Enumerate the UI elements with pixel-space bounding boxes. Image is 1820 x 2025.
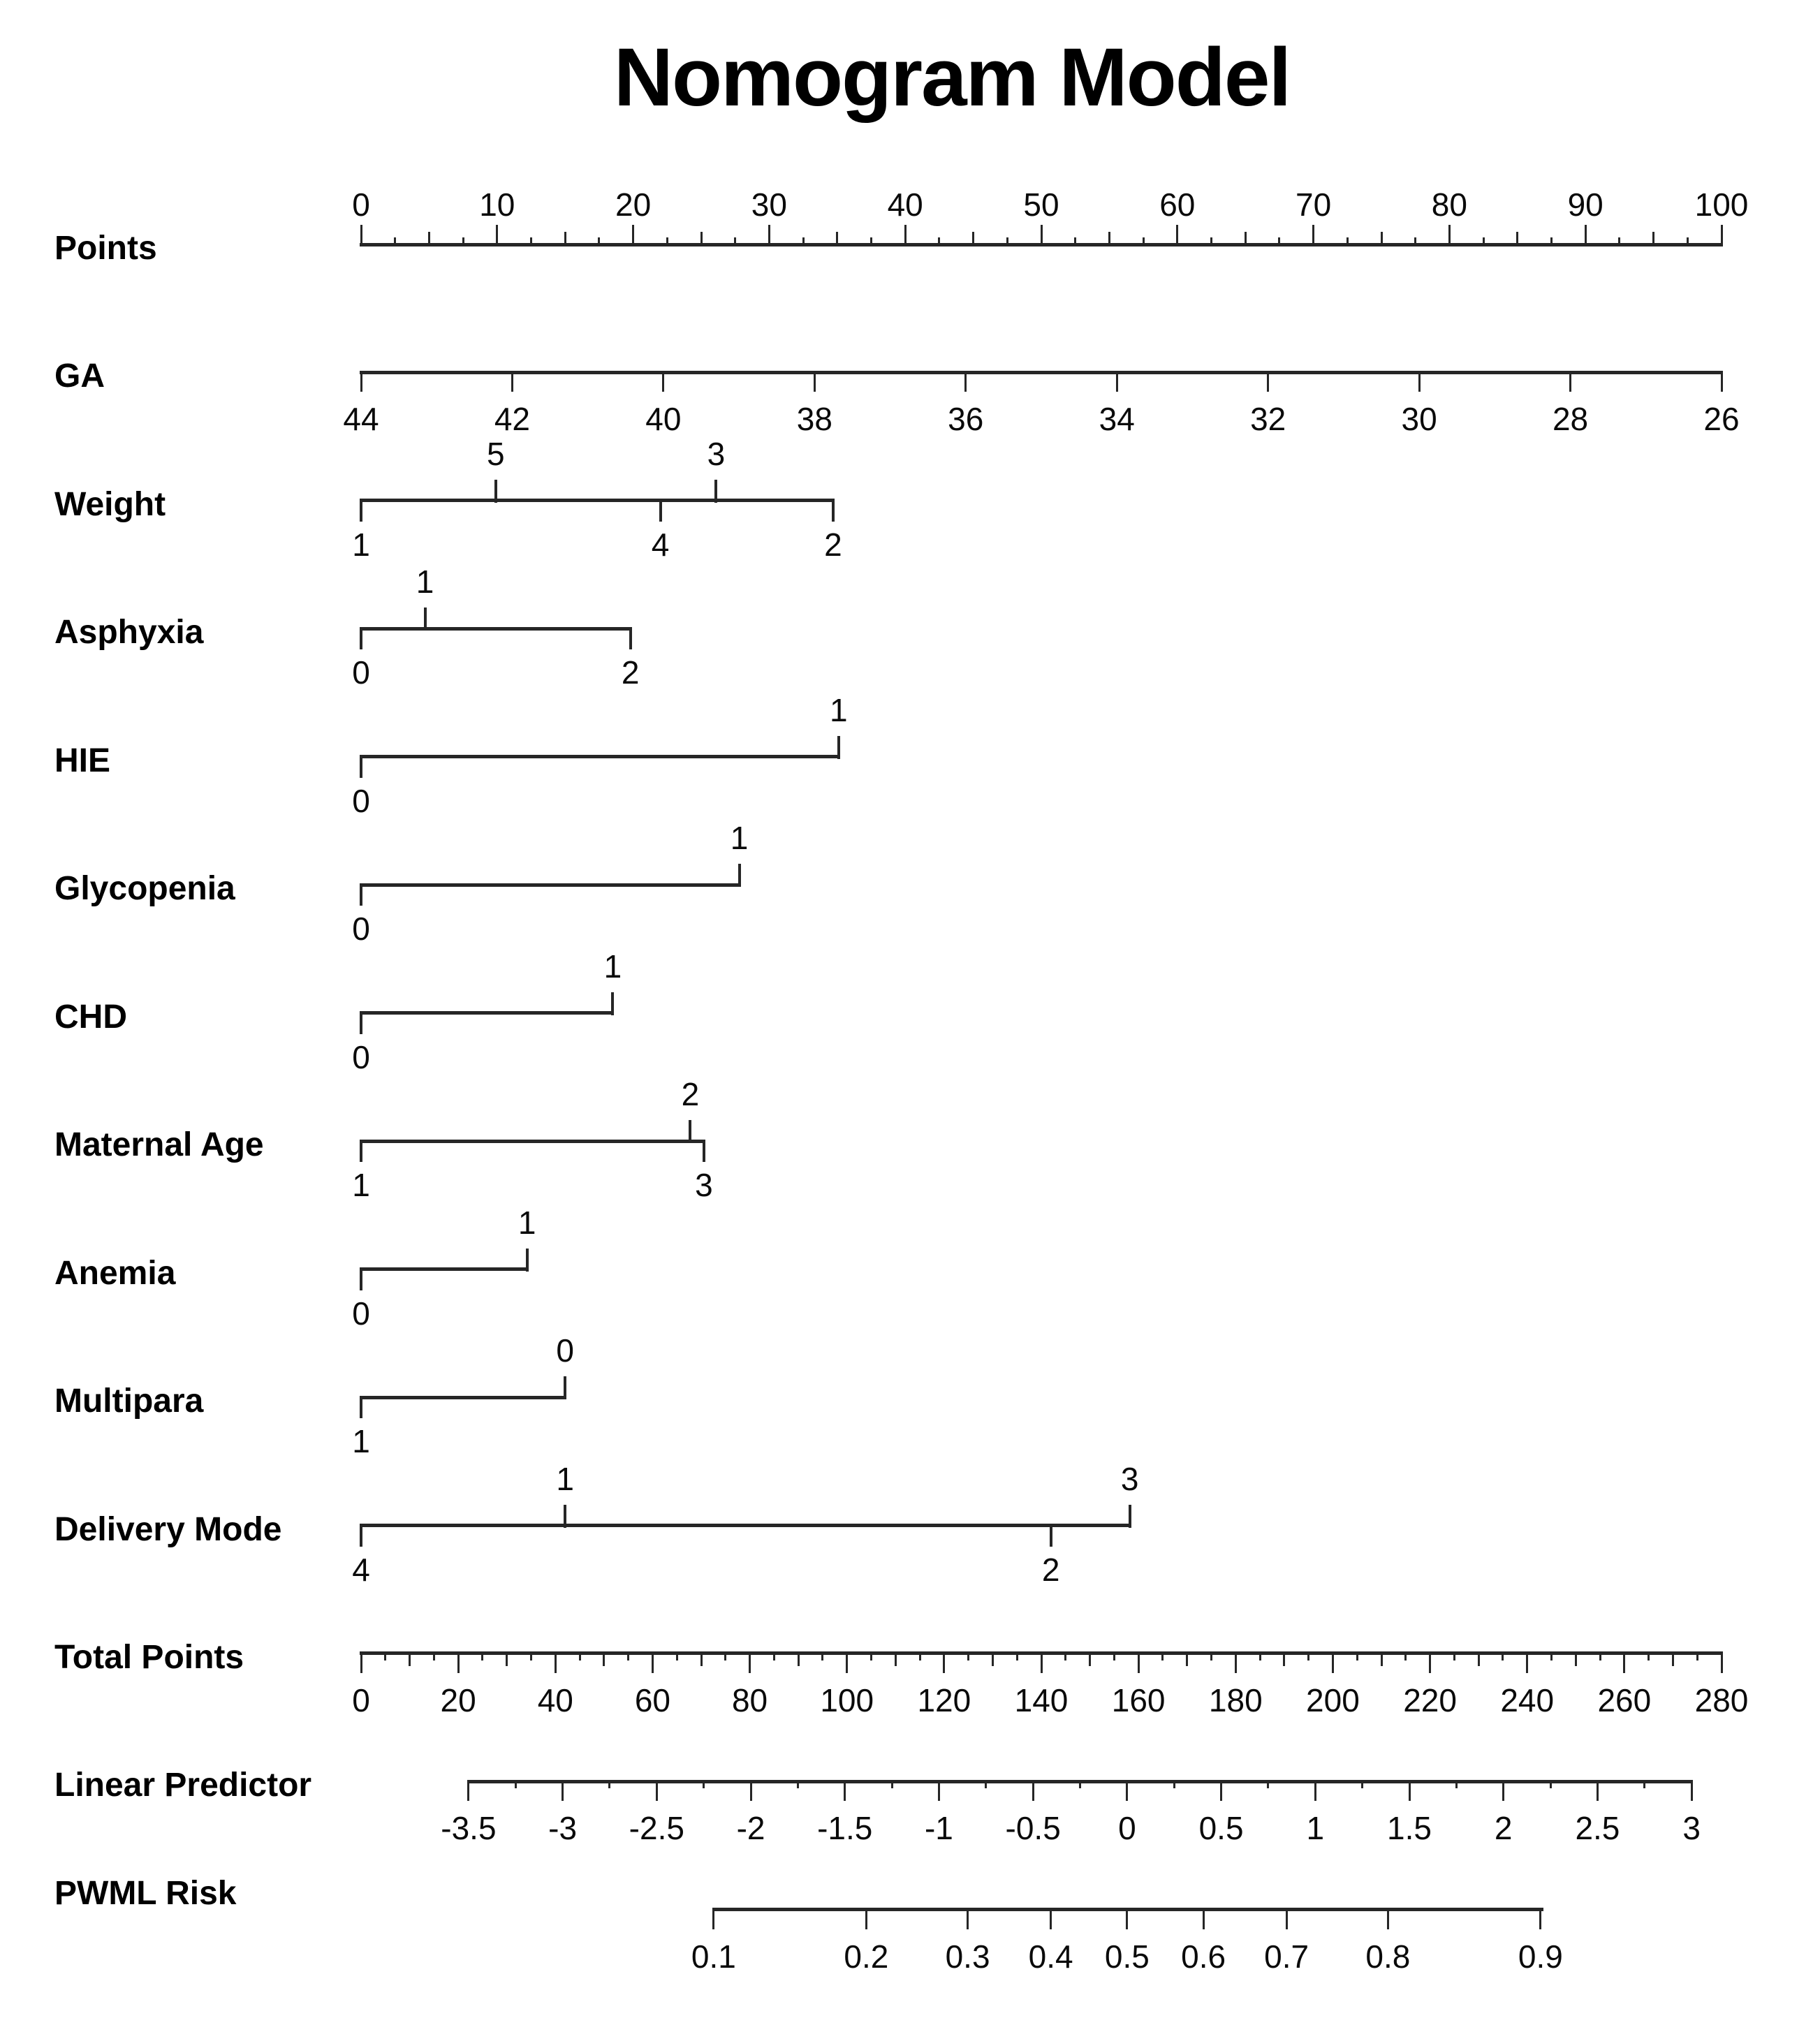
ga-axis-line <box>360 371 1723 374</box>
tick <box>1483 237 1485 246</box>
tick <box>579 1652 581 1660</box>
tick <box>1478 1652 1480 1666</box>
tick <box>1186 1652 1188 1666</box>
tick <box>703 1140 705 1162</box>
tick <box>1278 237 1280 246</box>
tick <box>773 1652 775 1660</box>
total_points-tick-label: 120 <box>917 1681 971 1718</box>
weight-tick-label: 1 <box>352 526 370 563</box>
total_points-tick-label: 40 <box>537 1681 573 1718</box>
row-label-delivery_mode: Delivery Mode <box>54 1510 282 1548</box>
maternal_age-tick-label: 2 <box>681 1076 700 1113</box>
tick <box>360 883 362 906</box>
tick <box>598 237 600 246</box>
tick <box>1113 1652 1115 1660</box>
tick <box>506 1652 508 1666</box>
tick <box>821 1652 823 1660</box>
hie-axis-line <box>360 755 840 758</box>
tick <box>603 1652 605 1666</box>
total_points-tick-label: 80 <box>731 1681 768 1718</box>
maternal_age-tick-label: 1 <box>352 1167 370 1204</box>
linear_predictor-tick-label: 1 <box>1306 1810 1325 1847</box>
tick <box>394 237 396 246</box>
maternal_age-tick-label: 3 <box>695 1167 713 1204</box>
tick <box>985 1780 987 1788</box>
tick <box>1361 1780 1363 1788</box>
total_points-tick-label: 100 <box>820 1681 874 1718</box>
tick <box>1108 232 1110 246</box>
tick <box>1550 237 1553 246</box>
tick <box>798 1652 800 1666</box>
tick <box>1267 371 1269 392</box>
tick <box>938 237 940 246</box>
tick <box>1599 1652 1601 1660</box>
tick <box>1220 1780 1222 1801</box>
tick <box>1647 1652 1650 1660</box>
tick <box>360 756 362 778</box>
multipara-axis-line <box>360 1396 566 1399</box>
row-label-hie: HIE <box>54 742 111 779</box>
pwml_risk-tick-label: 0.1 <box>691 1938 736 1975</box>
tick <box>1381 1652 1383 1666</box>
tick <box>964 371 967 392</box>
tick <box>1409 1780 1411 1801</box>
total_points-tick-label: 140 <box>1014 1681 1069 1718</box>
tick <box>433 1652 435 1660</box>
row-label-ga: GA <box>54 358 105 395</box>
points-tick-label: 30 <box>751 186 787 223</box>
ga-tick-label: 34 <box>1099 401 1135 438</box>
tick <box>1356 1652 1358 1660</box>
points-tick-label: 70 <box>1296 186 1332 223</box>
tick <box>1210 1652 1212 1660</box>
tick <box>1041 225 1043 246</box>
tick <box>1502 1780 1504 1801</box>
linear_predictor-tick-label: 1.5 <box>1387 1810 1432 1847</box>
tick <box>712 1908 714 1929</box>
delivery_mode-tick-label: 4 <box>352 1551 370 1588</box>
tick <box>1381 232 1383 246</box>
pwml_risk-tick-label: 0.9 <box>1518 1938 1563 1975</box>
total_points-tick-label: 200 <box>1306 1681 1360 1718</box>
tick <box>836 232 838 246</box>
row-label-maternal_age: Maternal Age <box>54 1126 264 1164</box>
tick <box>749 1652 751 1673</box>
delivery_mode-tick-label: 2 <box>1041 1551 1060 1588</box>
anemia-tick-label: 0 <box>352 1295 370 1332</box>
weight-tick-label: 5 <box>487 435 505 472</box>
ga-tick-label: 28 <box>1552 401 1589 438</box>
ga-tick-label: 40 <box>645 401 682 438</box>
total_points-tick-label: 60 <box>634 1681 671 1718</box>
tick <box>656 1780 658 1801</box>
tick <box>967 1652 969 1660</box>
tick <box>562 1780 564 1801</box>
tick <box>1138 1652 1140 1673</box>
tick <box>1161 1652 1164 1660</box>
tick <box>462 237 464 246</box>
tick <box>724 1652 726 1660</box>
total_points-tick-label: 0 <box>352 1681 370 1718</box>
tick <box>360 225 362 246</box>
tick <box>1448 225 1451 246</box>
points-tick-label: 80 <box>1431 186 1467 223</box>
tick <box>1332 1652 1334 1673</box>
linear_predictor-tick-label: 2 <box>1494 1810 1513 1847</box>
tick <box>360 1652 362 1673</box>
tick <box>1672 1652 1674 1666</box>
tick <box>846 1652 848 1673</box>
tick <box>676 1652 678 1660</box>
delivery_mode-tick-label: 1 <box>556 1460 574 1497</box>
tick <box>1550 1780 1552 1788</box>
glycopenia-tick-label: 1 <box>730 820 749 857</box>
tick <box>1585 225 1587 246</box>
tick <box>1404 1652 1407 1660</box>
tick <box>1453 1652 1455 1660</box>
tick <box>1346 237 1349 246</box>
weight-tick-label: 3 <box>707 435 726 472</box>
chd-axis-line <box>360 1011 614 1015</box>
tick <box>1687 237 1689 246</box>
tick <box>1618 237 1620 246</box>
pwml_risk-tick-label: 0.5 <box>1104 1938 1150 1975</box>
tick <box>360 1396 362 1418</box>
tick <box>844 1780 846 1801</box>
tick <box>384 1652 386 1660</box>
tick <box>967 1908 969 1929</box>
pwml_risk-tick-label: 0.4 <box>1028 1938 1073 1975</box>
tick <box>870 237 872 246</box>
linear_predictor-tick-label: -1 <box>924 1810 953 1847</box>
chart-title: Nomogram Model <box>613 31 1291 124</box>
row-label-weight: Weight <box>54 485 166 523</box>
total_points-tick-label: 260 <box>1597 1681 1652 1718</box>
tick <box>1387 1908 1389 1929</box>
weight-axis-line <box>360 499 835 502</box>
tick <box>1079 1780 1081 1788</box>
tick <box>1089 1652 1091 1666</box>
tick <box>1623 1652 1625 1673</box>
hie-tick-label: 1 <box>829 691 848 728</box>
tick <box>1691 1780 1693 1801</box>
total_points-tick-label: 180 <box>1208 1681 1263 1718</box>
points-tick-label: 0 <box>352 186 370 223</box>
maternal_age-axis-line <box>360 1140 705 1143</box>
tick <box>652 1652 654 1673</box>
pwml_risk-tick-label: 0.2 <box>844 1938 889 1975</box>
tick <box>1414 237 1416 246</box>
tick <box>797 1780 799 1788</box>
points-tick-label: 60 <box>1159 186 1196 223</box>
tick <box>1643 1780 1645 1788</box>
tick <box>1050 1524 1052 1547</box>
asphyxia-tick-label: 1 <box>416 564 434 601</box>
row-label-points: Points <box>54 230 157 267</box>
points-tick-label: 10 <box>479 186 515 223</box>
linear_predictor-tick-label: -0.5 <box>1005 1810 1061 1847</box>
glycopenia-tick-label: 0 <box>352 911 370 948</box>
multipara-tick-label: 1 <box>352 1423 370 1460</box>
tick <box>865 1908 867 1929</box>
row-label-asphyxia: Asphyxia <box>54 614 204 651</box>
tick <box>1652 232 1654 246</box>
tick <box>992 1652 994 1666</box>
tick <box>627 1652 629 1660</box>
tick <box>496 225 498 246</box>
tick <box>494 480 497 503</box>
tick <box>768 225 770 246</box>
pwml_risk-tick-label: 0.8 <box>1365 1938 1411 1975</box>
anemia-axis-line <box>360 1267 529 1271</box>
tick <box>360 1268 362 1290</box>
tick <box>904 225 907 246</box>
tick <box>1016 1652 1018 1660</box>
tick <box>1526 1652 1528 1673</box>
tick <box>360 371 362 392</box>
tick <box>608 1780 610 1788</box>
tick <box>409 1652 411 1666</box>
total_points-tick-label: 20 <box>440 1681 476 1718</box>
asphyxia-tick-label: 2 <box>621 654 640 691</box>
total_points-tick-label: 220 <box>1403 1681 1457 1718</box>
linear_predictor-tick-label: -1.5 <box>817 1810 873 1847</box>
tick <box>1116 371 1118 392</box>
tick <box>360 499 362 522</box>
tick <box>689 1120 691 1143</box>
tick <box>564 1505 566 1528</box>
tick <box>555 1652 557 1673</box>
linear_predictor-tick-label: -2 <box>736 1810 765 1847</box>
linear_predictor-tick-label: -3 <box>548 1810 578 1847</box>
row-label-total_points: Total Points <box>54 1638 244 1676</box>
tick <box>530 237 532 246</box>
linear_predictor-tick-label: 2.5 <box>1575 1810 1620 1847</box>
tick <box>1129 1505 1131 1528</box>
tick <box>750 1780 752 1801</box>
tick <box>666 237 668 246</box>
tick <box>424 608 427 631</box>
ga-tick-label: 42 <box>494 401 531 438</box>
tick <box>1286 1908 1288 1929</box>
ga-tick-label: 30 <box>1401 401 1437 438</box>
tick <box>1173 1780 1175 1788</box>
tick <box>530 1652 532 1660</box>
ga-tick-label: 38 <box>796 401 832 438</box>
tick <box>943 1652 945 1673</box>
tick <box>1516 232 1518 246</box>
tick <box>714 480 717 503</box>
tick <box>703 1780 705 1788</box>
ga-tick-label: 44 <box>343 401 379 438</box>
tick <box>564 1376 566 1399</box>
tick <box>1455 1780 1458 1788</box>
points-tick-label: 20 <box>615 186 652 223</box>
tick <box>837 736 840 759</box>
total_points-tick-label: 240 <box>1500 1681 1555 1718</box>
tick <box>1143 237 1145 246</box>
ga-tick-label: 32 <box>1250 401 1286 438</box>
tick <box>738 864 741 887</box>
pwml_risk-tick-label: 0.6 <box>1181 1938 1226 1975</box>
tick <box>428 232 430 246</box>
tick <box>1032 1780 1034 1801</box>
row-label-anemia: Anemia <box>54 1254 176 1292</box>
multipara-tick-label: 0 <box>556 1332 574 1369</box>
hie-tick-label: 0 <box>352 782 370 819</box>
tick <box>895 1652 897 1666</box>
tick <box>1126 1908 1128 1929</box>
tick <box>1575 1652 1577 1666</box>
tick <box>1041 1652 1043 1673</box>
tick <box>1259 1652 1261 1660</box>
points-tick-label: 90 <box>1567 186 1603 223</box>
tick <box>891 1780 893 1788</box>
tick <box>1050 1908 1052 1929</box>
tick <box>511 371 513 392</box>
tick <box>832 499 835 522</box>
tick <box>360 1140 362 1162</box>
tick <box>611 992 614 1015</box>
tick <box>1203 1908 1205 1929</box>
row-label-chd: CHD <box>54 998 127 1036</box>
tick <box>1314 1780 1316 1801</box>
tick <box>1307 1652 1309 1660</box>
pwml_risk-tick-label: 0.7 <box>1264 1938 1309 1975</box>
tick <box>1064 1652 1066 1660</box>
chd-tick-label: 1 <box>603 948 622 985</box>
tick <box>1245 232 1247 246</box>
anemia-tick-label: 1 <box>518 1204 536 1241</box>
tick <box>564 232 566 246</box>
tick <box>1006 237 1008 246</box>
tick <box>700 1652 703 1666</box>
tick <box>526 1249 529 1272</box>
tick <box>360 1524 362 1547</box>
tick <box>629 627 632 649</box>
linear_predictor-tick-label: 0.5 <box>1198 1810 1244 1847</box>
points-tick-label: 40 <box>887 186 923 223</box>
tick <box>1235 1652 1237 1673</box>
tick <box>360 627 362 649</box>
tick <box>802 237 805 246</box>
tick <box>1283 1652 1285 1666</box>
linear_predictor-tick-label: -3.5 <box>441 1810 497 1847</box>
ga-tick-label: 26 <box>1703 401 1740 438</box>
points-tick-label: 50 <box>1023 186 1059 223</box>
asphyxia-tick-label: 0 <box>352 654 370 691</box>
tick <box>1210 237 1212 246</box>
linear_predictor-tick-label: 3 <box>1682 1810 1701 1847</box>
tick <box>659 499 662 522</box>
total_points-tick-label: 160 <box>1111 1681 1166 1718</box>
tick <box>870 1652 872 1660</box>
tick <box>1569 371 1571 392</box>
linear_predictor-tick-label: 0 <box>1118 1810 1136 1847</box>
tick <box>1418 371 1421 392</box>
weight-tick-label: 2 <box>824 526 842 563</box>
tick <box>1126 1780 1128 1801</box>
chd-tick-label: 0 <box>352 1038 370 1075</box>
tick <box>457 1652 460 1673</box>
tick <box>467 1780 469 1801</box>
tick <box>1502 1652 1504 1660</box>
tick <box>360 1012 362 1034</box>
delivery_mode-axis-line <box>360 1524 1131 1527</box>
row-label-linear_predictor: Linear Predictor <box>54 1767 312 1804</box>
tick <box>515 1780 517 1788</box>
asphyxia-axis-line <box>360 627 632 631</box>
total_points-tick-label: 280 <box>1694 1681 1749 1718</box>
row-label-glycopenia: Glycopenia <box>54 870 235 908</box>
pwml_risk-tick-label: 0.3 <box>945 1938 990 1975</box>
tick <box>1267 1780 1269 1788</box>
linear_predictor-tick-label: -2.5 <box>629 1810 684 1847</box>
tick <box>919 1652 921 1660</box>
tick <box>1312 225 1314 246</box>
row-label-multipara: Multipara <box>54 1383 204 1420</box>
weight-tick-label: 4 <box>651 526 670 563</box>
tick <box>1696 1652 1698 1660</box>
tick <box>814 371 816 392</box>
tick <box>662 371 664 392</box>
tick <box>972 232 974 246</box>
tick <box>632 225 634 246</box>
delivery_mode-tick-label: 3 <box>1120 1460 1139 1497</box>
tick <box>734 237 736 246</box>
tick <box>481 1652 483 1660</box>
tick <box>1429 1652 1431 1673</box>
ga-tick-label: 36 <box>948 401 984 438</box>
tick <box>1176 225 1178 246</box>
tick <box>1539 1908 1541 1929</box>
tick <box>1721 371 1723 392</box>
tick <box>1074 237 1076 246</box>
points-tick-label: 100 <box>1694 186 1749 223</box>
tick <box>1721 225 1723 246</box>
tick <box>938 1780 940 1801</box>
tick <box>1721 1652 1723 1673</box>
tick <box>700 232 703 246</box>
tick <box>1597 1780 1599 1801</box>
row-label-pwml_risk: PWML Risk <box>54 1874 237 1912</box>
tick <box>1550 1652 1553 1660</box>
glycopenia-axis-line <box>360 883 741 887</box>
